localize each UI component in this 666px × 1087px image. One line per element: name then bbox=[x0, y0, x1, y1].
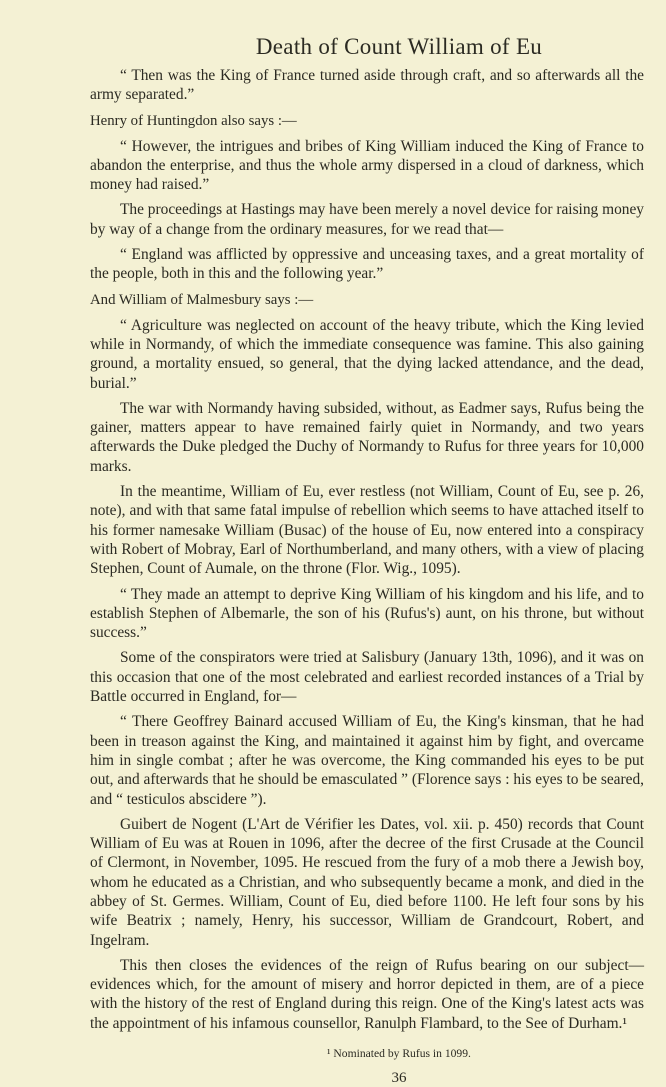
page-title: Death of Count William of Eu bbox=[255, 34, 543, 59]
paragraph: In the meantime, William of Eu, ever restless (not William, Count of Eu, see p. 26, note), and with that same fatal impulse of rebellion which seems to have attached itself to his former namesake William (Busac) of the house of Eu, now entered into a conspiracy with Robert of Mobray, Earl of Northumberland, and many others, with a view of placing Stephen, Count of Aumale, on the throne (Flor. Wig., 1095). bbox=[90, 483, 644, 578]
footnote: ¹ Nominated by Rufus in 1099. bbox=[327, 1047, 471, 1061]
quote-block: “ There Geoffrey Bainard accused William of Eu, the King's kinsman, that he had been in treason against the King, and maintained it against him by fight, and overcame him in single combat ; after he was overcome, the King commanded his eyes to be put out, and afterwards that he should be emasculated ” (Florence says : his eyes to be seared, and “ testiculos abscidere ”). bbox=[90, 713, 644, 808]
quote-block: “ England was afflicted by oppressive and unceasing taxes, and a great mortality of the people, both in this and the following year.” bbox=[90, 246, 644, 283]
paragraph: This then closes the evidences of the reign of Rufus bearing on our subject—evidences which, for the amount of misery and horror depicted in them, are of a piece with the history of the rest of England during this reign. One of the King's latest acts was the appointment of his infamous counsellor, Ranulph Flambard, to the See of Durham.¹ bbox=[90, 956, 644, 1032]
paragraph: The war with Normandy having subsided, without, as Eadmer says, Rufus being the gainer, matters appear to have remained fairly quiet in Normandy, and two years afterwards the Duke pledged the Duchy of Normandy to Rufus for three years for 10,000 marks. bbox=[90, 399, 644, 475]
quote-block: “ Agriculture was neglected on account of the heavy tribute, which the King levied while in Normandy, of which the immediate consequence was famine. This also gaining ground, a mortality ensued, so general, that the dying lacked attendance, and the dead, burial.” bbox=[90, 316, 644, 392]
quote-block: “ They made an attempt to deprive King William of his kingdom and his life, and to establish Stephen of Albemarle, the son of his (Rufus's) aunt, on his throne, but without success.” bbox=[90, 585, 644, 642]
quote-block: “ Then was the King of France turned aside through craft, and so afterwards all the army separated.” bbox=[90, 67, 644, 104]
lead-line: And William of Malmesbury says :— bbox=[90, 291, 314, 308]
paragraph: The proceedings at Hastings may have been merely a novel device for raising money by way of a change from the ordinary measures, for we read that— bbox=[90, 201, 644, 238]
quote-block: “ However, the intrigues and bribes of King William induced the King of France to abandon the enterprise, and thus the whole army dispersed in a cloud of darkness, which money had raised.” bbox=[90, 137, 644, 194]
page-number: 36 bbox=[391, 1070, 407, 1087]
lead-line: Henry of Huntingdon also says :— bbox=[90, 112, 297, 129]
page-body bbox=[90, 66, 644, 1033]
paragraph: Some of the conspirators were tried at Salisbury (January 13th, 1096), and it was on this occasion that one of the most celebrated and earliest recorded instances of a Trial by Battle occurred in England, for— bbox=[90, 649, 644, 706]
paragraph: Guibert de Nogent (L'Art de Vérifier les Dates, vol. xii. p. 450) records that Count William of Eu was at Rouen in 1096, after the decree of the first Crusade at the Council of Clermont, in November, 1095. He rescued from the fury of a mob there a Jewish boy, whom he educated as a Christian, and who subsequently became a monk, and died in the abbey of St. Germes. William, Count of Eu, died before 1100. He left four sons by his wife Beatrix ; namely, Henry, his successor, William de Grandcourt, Robert, and Ingelram. bbox=[90, 815, 644, 949]
